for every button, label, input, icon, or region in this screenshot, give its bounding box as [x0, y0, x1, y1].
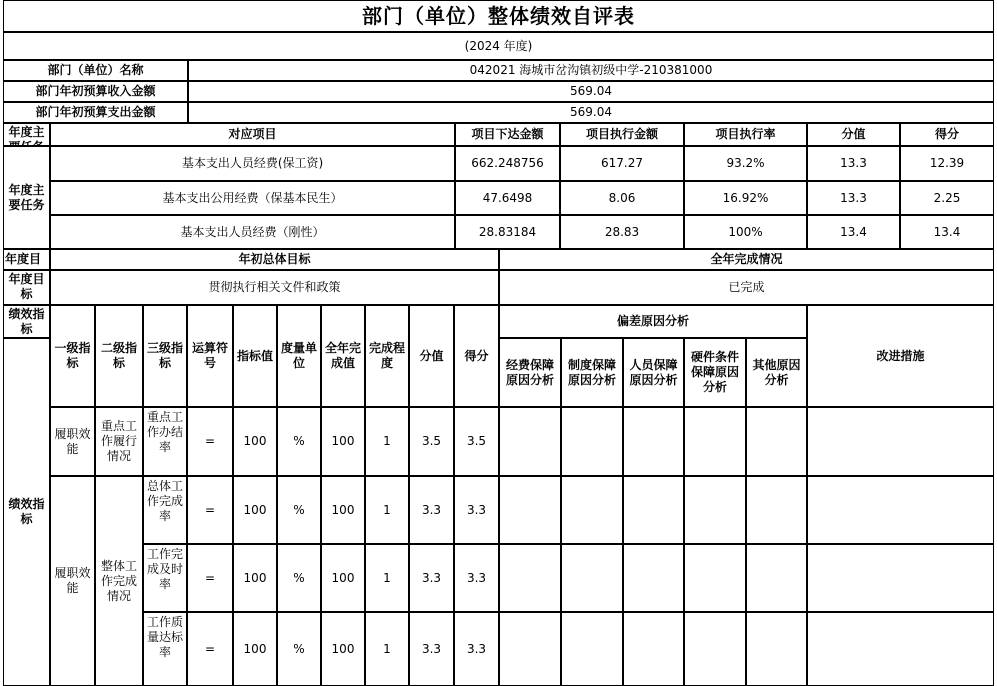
ind-op: =: [187, 612, 233, 686]
deviation-hardware-cell: [684, 476, 746, 544]
deviation-col-hardware: 硬件条件保障原因分析: [684, 338, 746, 407]
ind-got: 3.3: [454, 544, 499, 612]
goals-header-completion: 全年完成情况: [499, 249, 994, 270]
task-row-score: 13.4: [807, 215, 900, 249]
deviation-other-cell: [746, 476, 807, 544]
deviation-other-cell: [746, 407, 807, 476]
task-row-project: 基本支出公用经费（保基本民生）: [50, 181, 455, 215]
task-row-allocated: 662.248756: [455, 146, 560, 181]
deviation-staff-cell: [623, 476, 684, 544]
task-row-executed: 617.27: [560, 146, 684, 181]
ind-op: =: [187, 476, 233, 544]
ind-level3: 重点工作办结率: [143, 407, 187, 476]
ind-score: 3.3: [409, 612, 454, 686]
task-row-executed: 8.06: [560, 181, 684, 215]
ind-header-level2: 二级指标: [95, 305, 143, 407]
ind-unit: %: [277, 544, 321, 612]
tasks-header-project: 对应项目: [50, 123, 455, 146]
ind-header-degree: 完成程度: [365, 305, 409, 407]
ind-unit: %: [277, 407, 321, 476]
task-row-allocated: 47.6498: [455, 181, 560, 215]
deviation-other-cell: [746, 544, 807, 612]
tasks-side-label-top: 年度主: [3, 123, 50, 146]
budget-expense-label: 部门年初预算支出金额: [3, 102, 188, 123]
ind-op: =: [187, 407, 233, 476]
task-row-rate: 100%: [684, 215, 807, 249]
deviation-funding-cell: [499, 476, 561, 544]
ind-op: =: [187, 544, 233, 612]
page-title: 部门（单位）整体绩效自评表: [3, 0, 994, 32]
task-row-allocated: 28.83184: [455, 215, 560, 249]
deviation-staff-cell: [623, 544, 684, 612]
ind-header-got: 得分: [454, 305, 499, 407]
ind-degree: 1: [365, 407, 409, 476]
improve-cell: [807, 544, 994, 612]
ind-value: 100: [233, 544, 277, 612]
year-label: (2024 年度): [3, 32, 994, 60]
task-row-executed: 28.83: [560, 215, 684, 249]
task-row-project: 基本支出人员经费（刚性）: [50, 215, 455, 249]
tasks-header-allocated: 项目下达金额: [455, 123, 560, 146]
tasks-header-executed: 项目执行金额: [560, 123, 684, 146]
ind-value: 100: [233, 612, 277, 686]
deviation-system-cell: [561, 544, 623, 612]
ind-score: 3.3: [409, 544, 454, 612]
ind-score: 3.5: [409, 407, 454, 476]
ind-header-level3: 三级指标: [143, 305, 187, 407]
deviation-hardware-cell: [684, 407, 746, 476]
improve-cell: [807, 612, 994, 686]
deviation-funding-cell: [499, 612, 561, 686]
task-row-project: 基本支出人员经费(保工资): [50, 146, 455, 181]
ind-header-level1: 一级指标: [50, 305, 95, 407]
task-row-got: 13.4: [900, 215, 994, 249]
task-row-score: 13.3: [807, 146, 900, 181]
deviation-funding-cell: [499, 544, 561, 612]
task-row-got: 2.25: [900, 181, 994, 215]
ind-level1: 履职效能: [50, 476, 95, 686]
ind-level3: 总体工作完成率: [143, 476, 187, 544]
ind-header-value: 指标值: [233, 305, 277, 407]
improve-cell: [807, 476, 994, 544]
ind-actual: 100: [321, 407, 365, 476]
ind-level3: 工作完成及时率: [143, 544, 187, 612]
deviation-staff-cell: [623, 612, 684, 686]
goals-label-a: 年度目: [3, 249, 50, 270]
ind-level2: 重点工作履行情况: [95, 407, 143, 476]
deviation-col-staff: 人员保障原因分析: [623, 338, 684, 407]
deviation-staff-cell: [623, 407, 684, 476]
budget-income-label: 部门年初预算收入金额: [3, 81, 188, 102]
improve-header: 改进措施: [807, 305, 994, 407]
dept-name-label: 部门（单位）名称: [3, 60, 188, 81]
ind-degree: 1: [365, 544, 409, 612]
budget-income-value: 569.04: [188, 81, 994, 102]
ind-actual: 100: [321, 544, 365, 612]
ind-got: 3.3: [454, 612, 499, 686]
deviation-system-cell: [561, 407, 623, 476]
ind-header-score: 分值: [409, 305, 454, 407]
task-row-rate: 16.92%: [684, 181, 807, 215]
indicators-side-label-top: 绩效指标: [3, 305, 50, 338]
tasks-header-got: 得分: [900, 123, 994, 146]
ind-level1: 履职效能: [50, 407, 95, 476]
goals-completion: 已完成: [499, 270, 994, 305]
deviation-other-cell: [746, 612, 807, 686]
task-row-rate: 93.2%: [684, 146, 807, 181]
deviation-header: 偏差原因分析: [499, 305, 807, 338]
dept-name-value: 042021 海城市岔沟镇初级中学-210381000: [188, 60, 994, 81]
deviation-col-other: 其他原因分析: [746, 338, 807, 407]
ind-degree: 1: [365, 476, 409, 544]
deviation-col-funding: 经费保障原因分析: [499, 338, 561, 407]
ind-score: 3.3: [409, 476, 454, 544]
deviation-system-cell: [561, 476, 623, 544]
tasks-header-score: 分值: [807, 123, 900, 146]
ind-actual: 100: [321, 612, 365, 686]
indicators-side-label: 绩效指标: [3, 338, 50, 686]
goals-initial: 贯彻执行相关文件和政策: [50, 270, 499, 305]
ind-degree: 1: [365, 612, 409, 686]
ind-value: 100: [233, 476, 277, 544]
ind-got: 3.5: [454, 407, 499, 476]
ind-actual: 100: [321, 476, 365, 544]
tasks-header-rate: 项目执行率: [684, 123, 807, 146]
ind-value: 100: [233, 407, 277, 476]
goals-header-initial: 年初总体目标: [50, 249, 499, 270]
budget-expense-value: 569.04: [188, 102, 994, 123]
deviation-hardware-cell: [684, 544, 746, 612]
ind-level2: 整体工作完成情况: [95, 476, 143, 686]
tasks-side-label: 年度主要任务: [3, 146, 50, 249]
ind-got: 3.3: [454, 476, 499, 544]
deviation-system-cell: [561, 612, 623, 686]
task-row-got: 12.39: [900, 146, 994, 181]
task-row-score: 13.3: [807, 181, 900, 215]
goals-label-b: 年度目标: [3, 270, 50, 305]
ind-unit: %: [277, 476, 321, 544]
ind-header-actual: 全年完成值: [321, 305, 365, 407]
ind-level3: 工作质量达标率: [143, 612, 187, 686]
deviation-col-system: 制度保障原因分析: [561, 338, 623, 407]
deviation-funding-cell: [499, 407, 561, 476]
ind-unit: %: [277, 612, 321, 686]
improve-cell: [807, 407, 994, 476]
ind-header-op: 运算符号: [187, 305, 233, 407]
ind-header-unit: 度量单位: [277, 305, 321, 407]
deviation-hardware-cell: [684, 612, 746, 686]
